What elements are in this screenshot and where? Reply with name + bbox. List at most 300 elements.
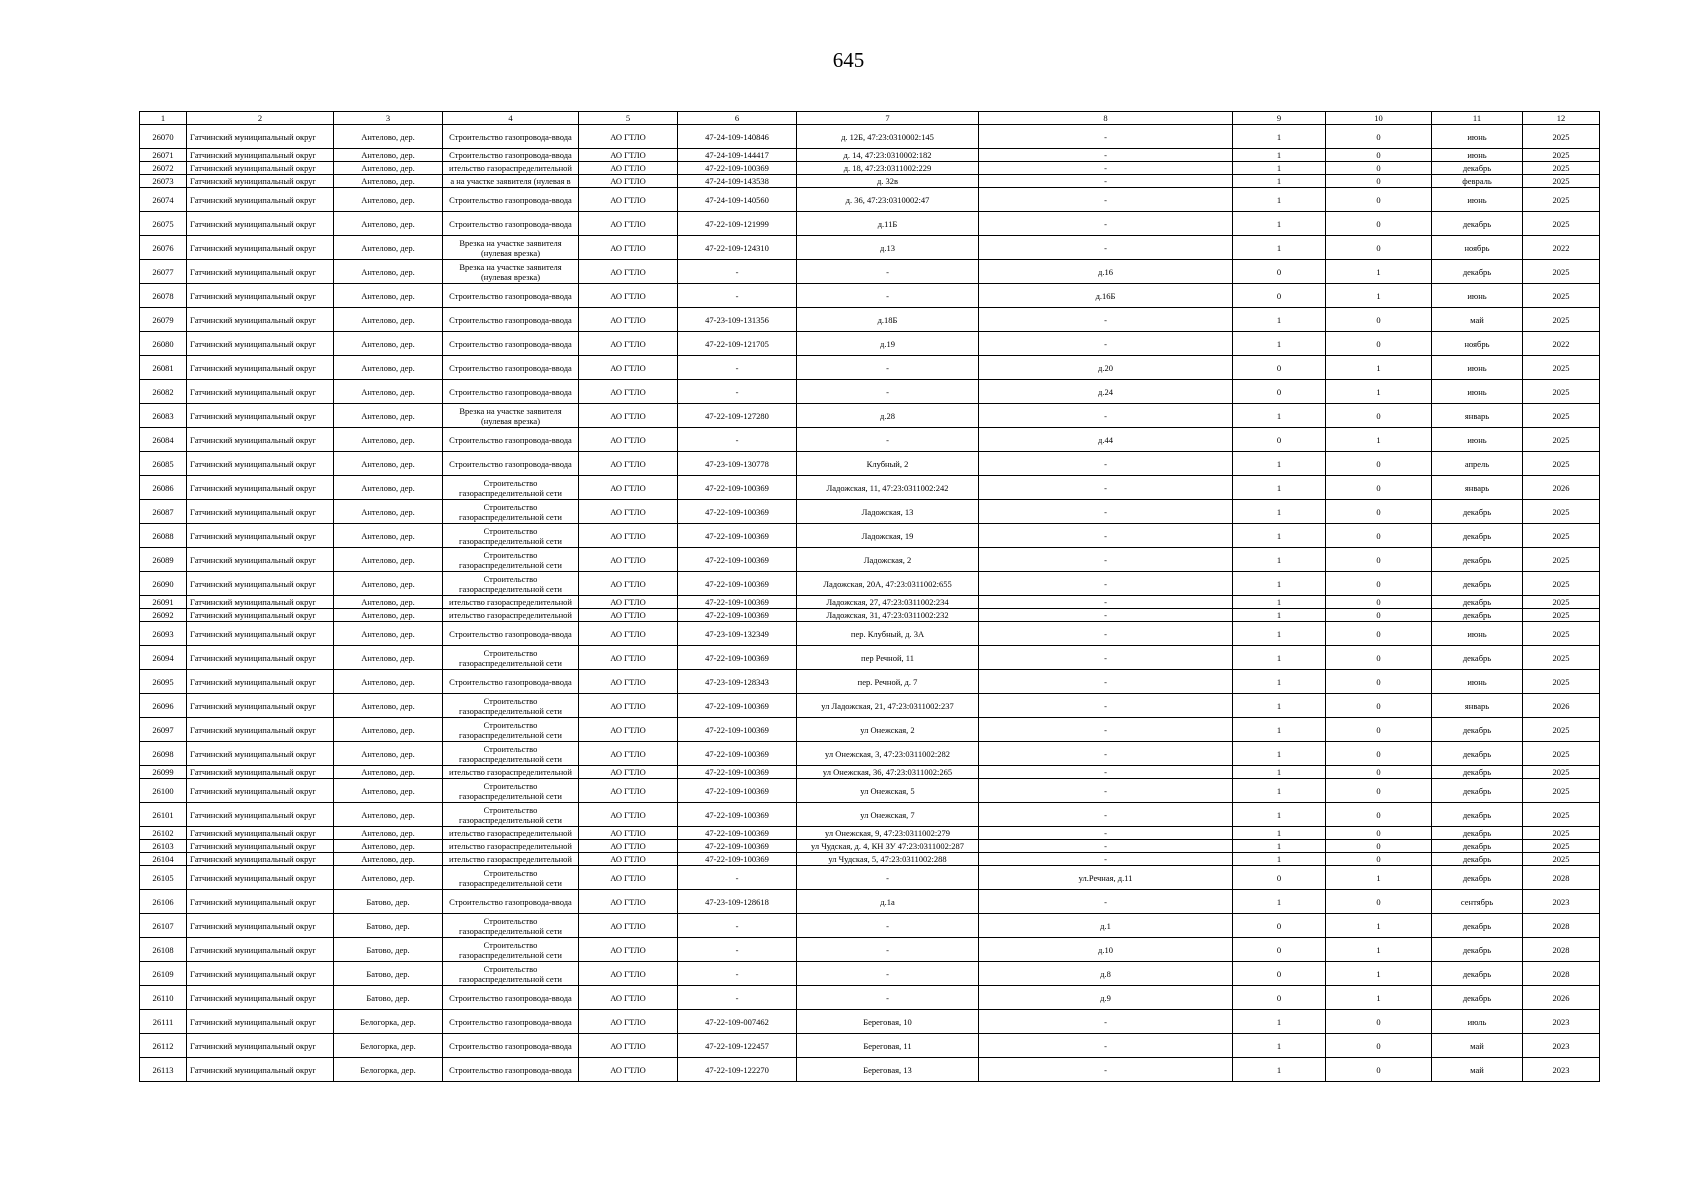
- table-row: [140, 175, 1600, 188]
- count-a-cell: 1: [1233, 622, 1326, 646]
- project-code-cell: 47-22-109-100369: [678, 646, 797, 670]
- settlement-cell: Антелово, дер.: [334, 779, 443, 803]
- count-b-cell: 0: [1326, 840, 1432, 853]
- count-a-cell: 1: [1233, 779, 1326, 803]
- municipality-cell: Гатчинский муниципальный округ: [187, 742, 334, 766]
- settlement-cell: Белогорка, дер.: [334, 1034, 443, 1058]
- column-header: 11: [1432, 112, 1523, 125]
- organization-cell: АО ГТЛО: [579, 694, 678, 718]
- month-cell: июнь: [1432, 188, 1523, 212]
- settlement-cell: Антелово, дер.: [334, 500, 443, 524]
- project-code-cell: 47-22-109-100369: [678, 718, 797, 742]
- row-number-cell: 26077: [140, 260, 187, 284]
- count-a-cell: 0: [1233, 986, 1326, 1010]
- count-b-cell: 0: [1326, 646, 1432, 670]
- work-type-cell: Строительство газораспределительной сети: [443, 500, 579, 524]
- year-cell: 2025: [1523, 428, 1600, 452]
- organization-cell: АО ГТЛО: [579, 646, 678, 670]
- month-cell: январь: [1432, 476, 1523, 500]
- address-cell: ул Онежская, 3, 47:23:0311002:282: [797, 742, 979, 766]
- table-row: [140, 260, 1600, 284]
- project-code-cell: -: [678, 962, 797, 986]
- planned-address-cell: -: [979, 890, 1233, 914]
- planned-address-cell: -: [979, 212, 1233, 236]
- count-b-cell: 0: [1326, 162, 1432, 175]
- organization-cell: АО ГТЛО: [579, 428, 678, 452]
- organization-cell: АО ГТЛО: [579, 548, 678, 572]
- year-cell: 2025: [1523, 260, 1600, 284]
- work-type-cell: Строительство газораспределительной сети: [443, 742, 579, 766]
- month-cell: июнь: [1432, 284, 1523, 308]
- work-type-cell: Строительство газораспределительной сети: [443, 914, 579, 938]
- settlement-cell: Антелово, дер.: [334, 609, 443, 622]
- row-number-cell: 26105: [140, 866, 187, 890]
- work-type-cell: Строительство газораспределительной сети: [443, 572, 579, 596]
- planned-address-cell: д.10: [979, 938, 1233, 962]
- count-a-cell: 0: [1233, 260, 1326, 284]
- municipality-cell: Гатчинский муниципальный округ: [187, 890, 334, 914]
- project-code-cell: -: [678, 914, 797, 938]
- month-cell: декабрь: [1432, 803, 1523, 827]
- municipality-cell: Гатчинский муниципальный округ: [187, 260, 334, 284]
- row-number-cell: 26076: [140, 236, 187, 260]
- row-number-cell: 26079: [140, 308, 187, 332]
- count-a-cell: 1: [1233, 853, 1326, 866]
- year-cell: 2023: [1523, 890, 1600, 914]
- address-cell: д. 36, 47:23:0310002:47: [797, 188, 979, 212]
- count-a-cell: 1: [1233, 125, 1326, 149]
- municipality-cell: Гатчинский муниципальный округ: [187, 914, 334, 938]
- row-number-cell: 26102: [140, 827, 187, 840]
- planned-address-cell: -: [979, 476, 1233, 500]
- count-a-cell: 1: [1233, 175, 1326, 188]
- address-cell: ул Онежская, 2: [797, 718, 979, 742]
- count-a-cell: 0: [1233, 914, 1326, 938]
- municipality-cell: Гатчинский муниципальный округ: [187, 718, 334, 742]
- project-code-cell: 47-22-109-124310: [678, 236, 797, 260]
- year-cell: 2025: [1523, 162, 1600, 175]
- municipality-cell: Гатчинский муниципальный округ: [187, 404, 334, 428]
- table-row: [140, 380, 1600, 404]
- project-code-cell: 47-22-109-100369: [678, 853, 797, 866]
- project-code-cell: 47-22-109-100369: [678, 162, 797, 175]
- address-cell: ул Чудская, 5, 47:23:0311002:288: [797, 853, 979, 866]
- work-type-cell: ительство газораспределительной: [443, 162, 579, 175]
- work-type-cell: ительство газораспределительной: [443, 840, 579, 853]
- table-row: [140, 646, 1600, 670]
- project-code-cell: 47-22-109-100369: [678, 609, 797, 622]
- row-number-cell: 26073: [140, 175, 187, 188]
- month-cell: июнь: [1432, 428, 1523, 452]
- settlement-cell: Антелово, дер.: [334, 840, 443, 853]
- year-cell: 2026: [1523, 986, 1600, 1010]
- organization-cell: АО ГТЛО: [579, 404, 678, 428]
- address-cell: д. 32в: [797, 175, 979, 188]
- planned-address-cell: -: [979, 596, 1233, 609]
- count-b-cell: 1: [1326, 914, 1432, 938]
- row-number-cell: 26075: [140, 212, 187, 236]
- work-type-cell: Строительство газопровода-ввода: [443, 356, 579, 380]
- work-type-cell: Строительство газопровода-ввода: [443, 308, 579, 332]
- count-b-cell: 0: [1326, 803, 1432, 827]
- address-cell: Ладожская, 2: [797, 548, 979, 572]
- row-number-cell: 26108: [140, 938, 187, 962]
- month-cell: январь: [1432, 404, 1523, 428]
- project-code-cell: 47-22-109-100369: [678, 596, 797, 609]
- year-cell: 2025: [1523, 188, 1600, 212]
- municipality-cell: Гатчинский муниципальный округ: [187, 452, 334, 476]
- count-a-cell: 1: [1233, 188, 1326, 212]
- municipality-cell: Гатчинский муниципальный округ: [187, 986, 334, 1010]
- work-type-cell: Строительство газопровода-ввода: [443, 890, 579, 914]
- municipality-cell: Гатчинский муниципальный округ: [187, 380, 334, 404]
- row-number-cell: 26099: [140, 766, 187, 779]
- month-cell: апрель: [1432, 452, 1523, 476]
- municipality-cell: Гатчинский муниципальный округ: [187, 646, 334, 670]
- settlement-cell: Антелово, дер.: [334, 162, 443, 175]
- month-cell: ноябрь: [1432, 332, 1523, 356]
- municipality-cell: Гатчинский муниципальный округ: [187, 188, 334, 212]
- count-a-cell: 1: [1233, 742, 1326, 766]
- year-cell: 2028: [1523, 866, 1600, 890]
- address-cell: ул Онежская, 9, 47:23:0311002:279: [797, 827, 979, 840]
- row-number-cell: 26106: [140, 890, 187, 914]
- address-cell: -: [797, 938, 979, 962]
- work-type-cell: Строительство газораспределительной сети: [443, 524, 579, 548]
- municipality-cell: Гатчинский муниципальный округ: [187, 332, 334, 356]
- month-cell: май: [1432, 308, 1523, 332]
- organization-cell: АО ГТЛО: [579, 1058, 678, 1082]
- count-a-cell: 1: [1233, 452, 1326, 476]
- address-cell: -: [797, 866, 979, 890]
- work-type-cell: Строительство газораспределительной сети: [443, 938, 579, 962]
- row-number-cell: 26086: [140, 476, 187, 500]
- municipality-cell: Гатчинский муниципальный округ: [187, 1010, 334, 1034]
- month-cell: декабрь: [1432, 853, 1523, 866]
- planned-address-cell: -: [979, 188, 1233, 212]
- address-cell: Ладожская, 20А, 47:23:0311002:655: [797, 572, 979, 596]
- table-row: [140, 125, 1600, 149]
- settlement-cell: Батово, дер.: [334, 938, 443, 962]
- month-cell: декабрь: [1432, 938, 1523, 962]
- year-cell: 2025: [1523, 596, 1600, 609]
- count-b-cell: 0: [1326, 476, 1432, 500]
- work-type-cell: Строительство газораспределительной сети: [443, 779, 579, 803]
- month-cell: январь: [1432, 694, 1523, 718]
- address-cell: Ладожская, 19: [797, 524, 979, 548]
- count-a-cell: 1: [1233, 149, 1326, 162]
- project-code-cell: 47-22-109-100369: [678, 524, 797, 548]
- settlement-cell: Антелово, дер.: [334, 853, 443, 866]
- municipality-cell: Гатчинский муниципальный округ: [187, 476, 334, 500]
- table-row: [140, 236, 1600, 260]
- row-number-cell: 26101: [140, 803, 187, 827]
- count-b-cell: 0: [1326, 212, 1432, 236]
- address-cell: ул Чудская, д. 4, КН ЗУ 47:23:0311002:287: [797, 840, 979, 853]
- planned-address-cell: -: [979, 332, 1233, 356]
- count-b-cell: 0: [1326, 609, 1432, 622]
- month-cell: июнь: [1432, 380, 1523, 404]
- planned-address-cell: -: [979, 452, 1233, 476]
- count-b-cell: 0: [1326, 175, 1432, 188]
- count-a-cell: 0: [1233, 380, 1326, 404]
- municipality-cell: Гатчинский муниципальный округ: [187, 694, 334, 718]
- planned-address-cell: д.1: [979, 914, 1233, 938]
- year-cell: 2025: [1523, 356, 1600, 380]
- count-a-cell: 1: [1233, 670, 1326, 694]
- row-number-cell: 26095: [140, 670, 187, 694]
- municipality-cell: Гатчинский муниципальный округ: [187, 308, 334, 332]
- table-row: [140, 962, 1600, 986]
- year-cell: 2025: [1523, 803, 1600, 827]
- work-type-cell: а на участке заявителя (нулевая в: [443, 175, 579, 188]
- table-row: [140, 803, 1600, 827]
- project-code-cell: -: [678, 938, 797, 962]
- settlement-cell: Белогорка, дер.: [334, 1010, 443, 1034]
- table-row: [140, 742, 1600, 766]
- count-b-cell: 0: [1326, 1010, 1432, 1034]
- settlement-cell: Антелово, дер.: [334, 694, 443, 718]
- count-b-cell: 0: [1326, 308, 1432, 332]
- row-number-cell: 26072: [140, 162, 187, 175]
- count-b-cell: 0: [1326, 718, 1432, 742]
- address-cell: -: [797, 986, 979, 1010]
- year-cell: 2025: [1523, 572, 1600, 596]
- count-a-cell: 0: [1233, 356, 1326, 380]
- row-number-cell: 26090: [140, 572, 187, 596]
- month-cell: декабрь: [1432, 827, 1523, 840]
- row-number-cell: 26085: [140, 452, 187, 476]
- table-header-row: [140, 112, 1600, 125]
- month-cell: декабрь: [1432, 596, 1523, 609]
- row-number-cell: 26092: [140, 609, 187, 622]
- row-number-cell: 26083: [140, 404, 187, 428]
- table-row: [140, 914, 1600, 938]
- table-row: [140, 827, 1600, 840]
- work-type-cell: Строительство газопровода-ввода: [443, 670, 579, 694]
- count-a-cell: 1: [1233, 548, 1326, 572]
- settlement-cell: Антелово, дер.: [334, 803, 443, 827]
- planned-address-cell: -: [979, 1010, 1233, 1034]
- work-type-cell: Строительство газораспределительной сети: [443, 803, 579, 827]
- settlement-cell: Антелово, дер.: [334, 404, 443, 428]
- planned-address-cell: -: [979, 548, 1233, 572]
- municipality-cell: Гатчинский муниципальный округ: [187, 284, 334, 308]
- address-cell: пер. Клубный, д. 3А: [797, 622, 979, 646]
- count-a-cell: 0: [1233, 428, 1326, 452]
- address-cell: -: [797, 260, 979, 284]
- count-a-cell: 0: [1233, 284, 1326, 308]
- count-a-cell: 1: [1233, 162, 1326, 175]
- count-b-cell: 0: [1326, 827, 1432, 840]
- month-cell: июнь: [1432, 125, 1523, 149]
- work-type-cell: ительство газораспределительной: [443, 596, 579, 609]
- month-cell: май: [1432, 1034, 1523, 1058]
- row-number-cell: 26097: [140, 718, 187, 742]
- municipality-cell: Гатчинский муниципальный округ: [187, 524, 334, 548]
- settlement-cell: Батово, дер.: [334, 914, 443, 938]
- settlement-cell: Антелово, дер.: [334, 236, 443, 260]
- municipality-cell: Гатчинский муниципальный округ: [187, 149, 334, 162]
- objects-table: [139, 111, 1600, 1082]
- count-a-cell: 1: [1233, 1034, 1326, 1058]
- column-header: 3: [334, 112, 443, 125]
- municipality-cell: Гатчинский муниципальный округ: [187, 572, 334, 596]
- municipality-cell: Гатчинский муниципальный округ: [187, 236, 334, 260]
- count-a-cell: 1: [1233, 718, 1326, 742]
- organization-cell: АО ГТЛО: [579, 125, 678, 149]
- municipality-cell: Гатчинский муниципальный округ: [187, 548, 334, 572]
- table-row: [140, 622, 1600, 646]
- count-b-cell: 0: [1326, 452, 1432, 476]
- month-cell: декабрь: [1432, 986, 1523, 1010]
- work-type-cell: Строительство газопровода-ввода: [443, 380, 579, 404]
- project-code-cell: 47-22-109-100369: [678, 779, 797, 803]
- address-cell: Береговая, 11: [797, 1034, 979, 1058]
- count-a-cell: 0: [1233, 866, 1326, 890]
- table-row: [140, 890, 1600, 914]
- project-code-cell: 47-22-109-100369: [678, 766, 797, 779]
- organization-cell: АО ГТЛО: [579, 779, 678, 803]
- organization-cell: АО ГТЛО: [579, 308, 678, 332]
- settlement-cell: Антелово, дер.: [334, 175, 443, 188]
- municipality-cell: Гатчинский муниципальный округ: [187, 938, 334, 962]
- address-cell: д.1а: [797, 890, 979, 914]
- month-cell: декабрь: [1432, 646, 1523, 670]
- table-row: [140, 766, 1600, 779]
- table-row: [140, 572, 1600, 596]
- year-cell: 2025: [1523, 840, 1600, 853]
- column-header: 10: [1326, 112, 1432, 125]
- work-type-cell: Строительство газопровода-ввода: [443, 125, 579, 149]
- project-code-cell: 47-22-109-100369: [678, 840, 797, 853]
- organization-cell: АО ГТЛО: [579, 260, 678, 284]
- planned-address-cell: -: [979, 803, 1233, 827]
- settlement-cell: Антелово, дер.: [334, 548, 443, 572]
- month-cell: декабрь: [1432, 212, 1523, 236]
- work-type-cell: Строительство газораспределительной сети: [443, 476, 579, 500]
- work-type-cell: ительство газораспределительной: [443, 766, 579, 779]
- year-cell: 2028: [1523, 962, 1600, 986]
- table-row: [140, 548, 1600, 572]
- project-code-cell: 47-22-109-121999: [678, 212, 797, 236]
- count-b-cell: 0: [1326, 548, 1432, 572]
- address-cell: пер Речной, 11: [797, 646, 979, 670]
- organization-cell: АО ГТЛО: [579, 718, 678, 742]
- column-header: 7: [797, 112, 979, 125]
- year-cell: 2025: [1523, 766, 1600, 779]
- row-number-cell: 26096: [140, 694, 187, 718]
- work-type-cell: Строительство газопровода-ввода: [443, 284, 579, 308]
- month-cell: декабрь: [1432, 609, 1523, 622]
- address-cell: Ладожская, 31, 47:23:0311002:232: [797, 609, 979, 622]
- count-b-cell: 0: [1326, 853, 1432, 866]
- planned-address-cell: -: [979, 500, 1233, 524]
- organization-cell: АО ГТЛО: [579, 476, 678, 500]
- month-cell: декабрь: [1432, 162, 1523, 175]
- project-code-cell: 47-23-109-132349: [678, 622, 797, 646]
- work-type-cell: Строительство газораспределительной сети: [443, 718, 579, 742]
- organization-cell: АО ГТЛО: [579, 1034, 678, 1058]
- count-a-cell: 0: [1233, 938, 1326, 962]
- work-type-cell: ительство газораспределительной: [443, 609, 579, 622]
- table-row: [140, 670, 1600, 694]
- year-cell: 2025: [1523, 670, 1600, 694]
- row-number-cell: 26093: [140, 622, 187, 646]
- municipality-cell: Гатчинский муниципальный округ: [187, 670, 334, 694]
- count-b-cell: 0: [1326, 779, 1432, 803]
- year-cell: 2026: [1523, 476, 1600, 500]
- planned-address-cell: -: [979, 853, 1233, 866]
- row-number-cell: 26103: [140, 840, 187, 853]
- planned-address-cell: -: [979, 236, 1233, 260]
- organization-cell: АО ГТЛО: [579, 766, 678, 779]
- row-number-cell: 26071: [140, 149, 187, 162]
- count-b-cell: 0: [1326, 188, 1432, 212]
- month-cell: июнь: [1432, 356, 1523, 380]
- settlement-cell: Антелово, дер.: [334, 380, 443, 404]
- work-type-cell: Строительство газораспределительной сети: [443, 866, 579, 890]
- project-code-cell: 47-24-109-144417: [678, 149, 797, 162]
- row-number-cell: 26080: [140, 332, 187, 356]
- organization-cell: АО ГТЛО: [579, 827, 678, 840]
- month-cell: декабрь: [1432, 840, 1523, 853]
- count-b-cell: 1: [1326, 428, 1432, 452]
- organization-cell: АО ГТЛО: [579, 500, 678, 524]
- year-cell: 2025: [1523, 149, 1600, 162]
- year-cell: 2025: [1523, 452, 1600, 476]
- project-code-cell: 47-23-109-128343: [678, 670, 797, 694]
- project-code-cell: 47-22-109-100369: [678, 803, 797, 827]
- settlement-cell: Антелово, дер.: [334, 476, 443, 500]
- address-cell: ул Онежская, 7: [797, 803, 979, 827]
- count-a-cell: 1: [1233, 890, 1326, 914]
- month-cell: декабрь: [1432, 962, 1523, 986]
- settlement-cell: Белогорка, дер.: [334, 1058, 443, 1082]
- planned-address-cell: -: [979, 827, 1233, 840]
- count-b-cell: 0: [1326, 500, 1432, 524]
- work-type-cell: Строительство газопровода-ввода: [443, 428, 579, 452]
- municipality-cell: Гатчинский муниципальный округ: [187, 212, 334, 236]
- municipality-cell: Гатчинский муниципальный округ: [187, 827, 334, 840]
- table-row: [140, 853, 1600, 866]
- month-cell: июнь: [1432, 149, 1523, 162]
- count-a-cell: 1: [1233, 609, 1326, 622]
- count-b-cell: 0: [1326, 766, 1432, 779]
- year-cell: 2025: [1523, 284, 1600, 308]
- settlement-cell: Антелово, дер.: [334, 670, 443, 694]
- work-type-cell: Врезка на участке заявителя (нулевая врезка): [443, 236, 579, 260]
- work-type-cell: ительство газораспределительной: [443, 853, 579, 866]
- organization-cell: АО ГТЛО: [579, 332, 678, 356]
- address-cell: -: [797, 428, 979, 452]
- organization-cell: АО ГТЛО: [579, 175, 678, 188]
- planned-address-cell: -: [979, 149, 1233, 162]
- settlement-cell: Антелово, дер.: [334, 766, 443, 779]
- organization-cell: АО ГТЛО: [579, 803, 678, 827]
- organization-cell: АО ГТЛО: [579, 938, 678, 962]
- count-a-cell: 1: [1233, 766, 1326, 779]
- settlement-cell: Антелово, дер.: [334, 524, 443, 548]
- table-row: [140, 212, 1600, 236]
- organization-cell: АО ГТЛО: [579, 162, 678, 175]
- count-b-cell: 1: [1326, 962, 1432, 986]
- month-cell: ноябрь: [1432, 236, 1523, 260]
- table-row: [140, 609, 1600, 622]
- year-cell: 2025: [1523, 548, 1600, 572]
- table-row: [140, 1034, 1600, 1058]
- count-a-cell: 1: [1233, 308, 1326, 332]
